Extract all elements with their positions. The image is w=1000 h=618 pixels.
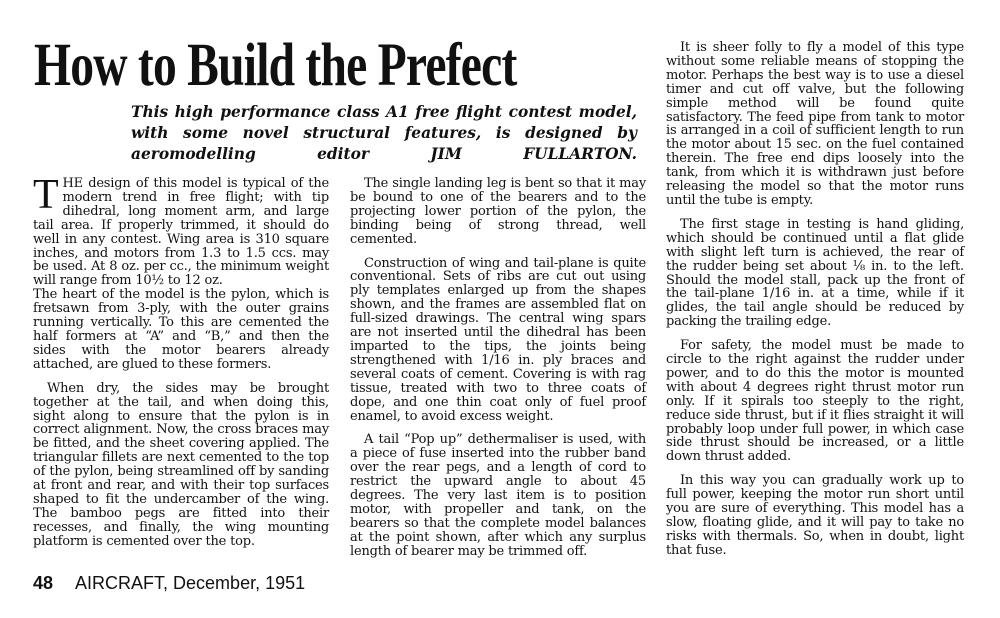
page-number: 48 xyxy=(33,573,54,593)
text-column-1 xyxy=(33,172,329,559)
paragraph: A tail “Pop up” dethermaliser is used, with a piece of fuse inserted into the rubber band over the rear pegs, and a length of cord to restrict the upward angle to about 45 degrees. The very last item is to position motor, with propeller and tank, on the bearers so that the complete model balances at the point shown, after which any surplus length of bearer may be trimmed off. xyxy=(350,432,646,559)
article-standfirst: This high performance class A1 free flight contest model, with some novel structural features, is designed by aeromodelling editor JIM FULLARTON. xyxy=(131,103,637,163)
paragraph xyxy=(33,172,329,289)
paragraph: The first stage in testing is hand gliding, which should be continued until a flat glide with slight left turn is achieved, the rear of the rudder being set about ⅛ in. to the left. Should the model stall, pack up the front of the tail-plane 1/16 in. at a time, while if it glides, the tail angle should be reduced by packing the trailing edge. xyxy=(666,216,964,330)
drop-cap: T xyxy=(33,172,59,218)
paragraph: The heart of the model is the pylon, which is fretsawn from 3-ply, with the outer grains running vertically. To this are cemented the half formers at “A” and “B,” and then the sides with the motor bearers already attached, are glued to these formers. xyxy=(33,287,329,372)
paragraph: The single landing leg is bent so that it may be bound to one of the bearers and to the projecting lower portion of the pylon, the binding being of strong thread, well cemented. xyxy=(350,176,646,247)
article-title: How to Build the Prefect xyxy=(34,32,517,99)
paragraph: When dry, the sides may be brought together at the tail, and when doing this, sight along to ensure that the pylon is in correct alignment. Now, the cross braces may be fitted, and the sheet covering applied. The triangular fillets are next cemented to the top of the pylon, being streamlined off by sanding at front and rear, and with their top surfaces shaped to fit the undercamber of the wing. The bamboo pegs are fitted into their recesses, and finally, the wing mounting platform is cemented over the top. xyxy=(33,380,329,549)
paragraph: In this way you can gradually work up to full power, keeping the motor run short until you are sure of everything. This model has a slow, floating glide, and it will pay to take no risks with thermals. So, when in doubt, light that fuse. xyxy=(666,473,964,558)
paragraph: It is sheer folly to fly a model of this type without some reliable means of stopping the motor. Perhaps the best way is to use a diesel timer and cut off valve, but the following simple method will be found quite satisfactory. The feed pipe from tank to motor is arranged in a coil of sufficient length to run the motor about 15 sec. on the fuel contained therein. The free end dips loosely into the tank, from which it is withdrawn just before releasing the model so that the motor runs until the tube is empty. xyxy=(666,40,964,208)
paragraph: For safety, the model must be made to circle to the right against the rudder under power, and to do this the motor is mounted with about 4 degrees right thrust motor run only. If it spirals too steeply to the right, reduce side thrust, but if it flies straight it will probably loop under full power, in which case side thrust should be increased, or a little down thrust added. xyxy=(666,338,964,465)
paragraph: Construction of wing and tail-plane is quite conventional. Sets of ribs are cut out using ply templates enlarged up from the shapes shown, and the frames are assembled flat on full-sized drawings. The central wing spars are not inserted until the dihedral has been imparted to the tips, the joints being strengthened with 1/16 in. ply braces and several coats of cement. Covering is with rag tissue, treated with two to three coats of dope, and one thin coat only of fuel proof enamel, to avoid excess weight. xyxy=(350,255,646,424)
text-column-3 xyxy=(666,41,964,568)
publication-line: AIRCRAFT, December, 1951 xyxy=(75,573,306,593)
page-footer xyxy=(33,573,305,594)
text-column-2 xyxy=(350,177,646,569)
paragraph-text: HE design of this model is typical of the modern trend in free flight; with tip dihedral, long moment arm, and large tail area. If properly trimmed, it should do well in any contest. Wing area is 310 square inches, and motors from 1.3 to 1.5 ccs. may be used. At 8 oz. per cc., the minimum weight will range from 10½ to 12 oz. xyxy=(33,176,329,289)
